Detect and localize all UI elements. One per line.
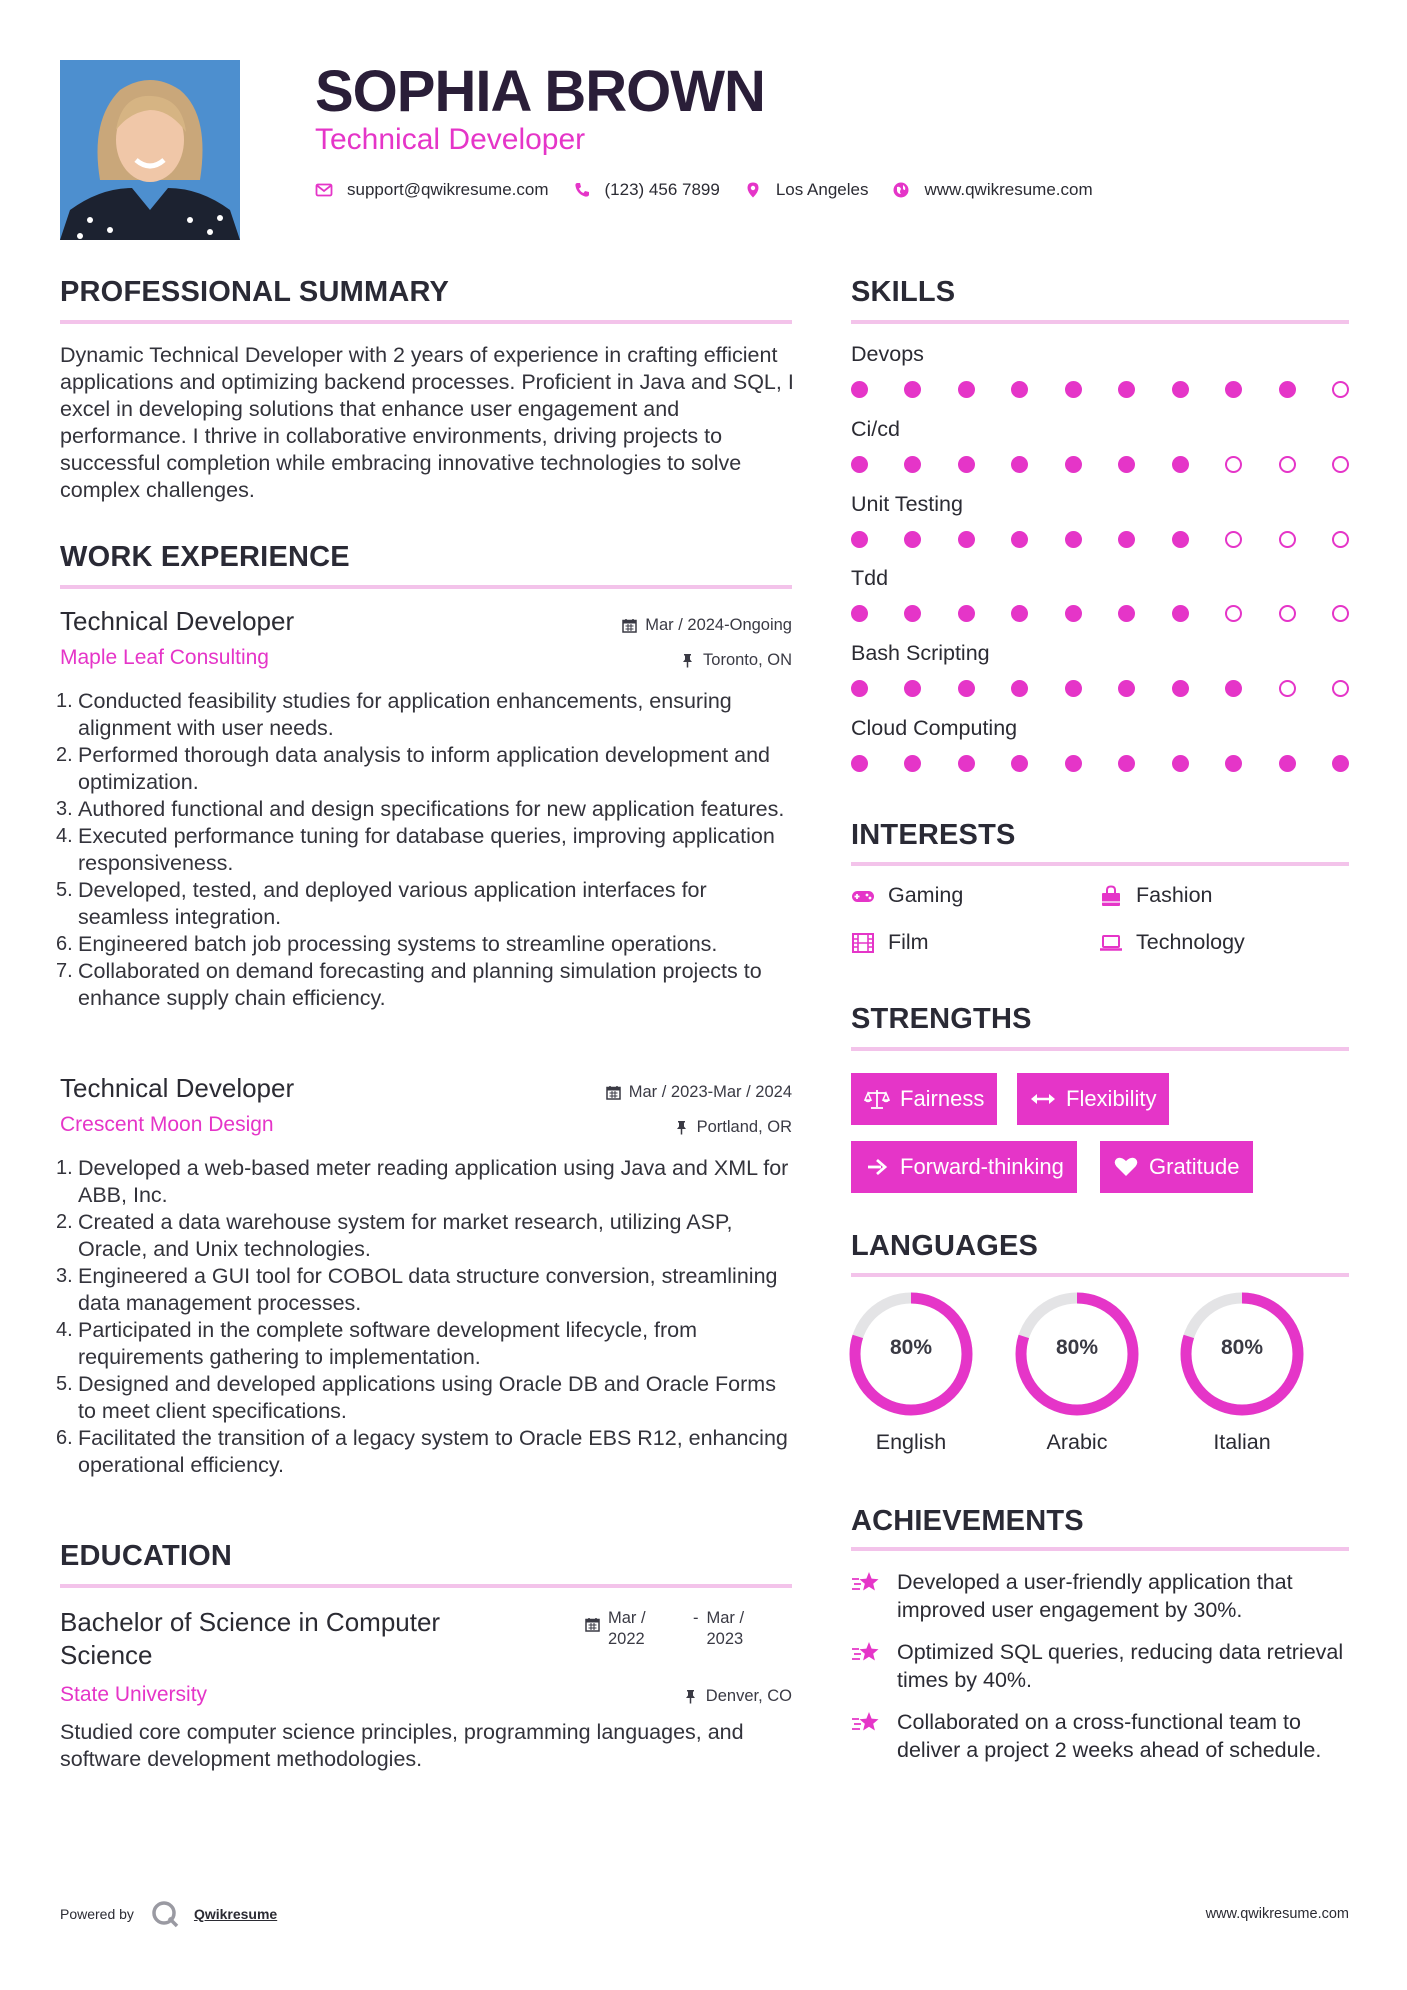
experience-divider xyxy=(60,585,792,589)
skill-dot-filled xyxy=(1011,531,1028,548)
contact-email-text: support@qwikresume.com xyxy=(347,180,549,199)
contact-location xyxy=(744,180,869,200)
languages-heading: LANGUAGES xyxy=(851,1230,1039,1262)
skill-dot-filled xyxy=(904,531,921,548)
contact-location-text: Los Angeles xyxy=(775,180,869,199)
skill-dot-filled xyxy=(1065,680,1082,697)
skill-dot-filled xyxy=(1065,605,1082,622)
skill-dot-filled xyxy=(1118,605,1135,622)
experience-heading: WORK EXPERIENCE xyxy=(60,541,350,573)
skill-dot-filled xyxy=(1011,456,1028,473)
list-item: 6. Engineered batch job processing systems to streamline operations. xyxy=(56,932,718,956)
skill-item xyxy=(851,342,1349,401)
education-end: Mar / 2023 xyxy=(706,1609,745,1648)
school: State University xyxy=(60,1683,208,1706)
arrow-right-icon xyxy=(864,1156,890,1178)
skill-dot-filled xyxy=(1172,680,1189,697)
skill-dot-filled xyxy=(1118,531,1135,548)
film-icon xyxy=(851,932,875,954)
list-item: 1. Developed a web-based meter reading application using Java and XML for ABB, Inc. xyxy=(56,1156,789,1207)
skill-dot-filled xyxy=(904,755,921,772)
language-percent: 80% xyxy=(1220,1336,1264,1359)
skill-dot-filled xyxy=(958,456,975,473)
job-location-text: Toronto, ON xyxy=(703,651,792,669)
skill-dot-filled xyxy=(851,456,868,473)
interest-label: Gaming xyxy=(888,883,964,907)
list-item: 5. Developed, tested, and deployed various application interfaces for seamless integration. xyxy=(56,878,707,929)
skill-dot-filled xyxy=(1332,755,1349,772)
candidate-name: SOPHIA BROWN xyxy=(315,59,765,124)
heart-icon xyxy=(1113,1156,1139,1178)
calendar-icon xyxy=(585,1617,600,1632)
interest-item xyxy=(1099,883,1213,908)
skill-dot-filled xyxy=(958,755,975,772)
contact-website-text: www.qwikresume.com xyxy=(924,180,1093,199)
qwikresume-logo-icon xyxy=(150,1899,180,1929)
pushpin-icon xyxy=(683,1689,698,1704)
list-item: 2. Performed thorough data analysis to inform application development and optimization. xyxy=(56,743,770,794)
job-company: Maple Leaf Consulting xyxy=(60,646,269,669)
skill-dot-filled xyxy=(904,680,921,697)
interests-heading: INTERESTS xyxy=(851,819,1016,851)
skill-dot-filled xyxy=(1225,680,1242,697)
star-icon xyxy=(851,1710,881,1736)
job-date-text: Mar / 2024-Ongoing xyxy=(645,616,792,634)
skill-dot-empty xyxy=(1279,531,1296,548)
list-item: 1. Conducted feasibility studies for application enhancements, ensuring alignment with user needs. xyxy=(56,689,732,740)
contact-website[interactable] xyxy=(892,180,1092,200)
date-separator: - xyxy=(693,1609,699,1627)
skill-dot-empty xyxy=(1332,680,1349,697)
skill-dot-filled xyxy=(1172,531,1189,548)
skill-dot-filled xyxy=(1172,456,1189,473)
interests-divider xyxy=(851,862,1349,866)
laptop-icon xyxy=(1099,932,1123,954)
skill-rating xyxy=(851,603,1349,625)
job-role: Technical Developer xyxy=(60,606,295,636)
skill-item xyxy=(851,492,1349,551)
pushpin-icon xyxy=(674,1120,689,1135)
phone-icon xyxy=(573,181,591,199)
education-dates xyxy=(585,1608,782,1650)
skill-dot-empty xyxy=(1279,680,1296,697)
skills-divider xyxy=(851,320,1349,324)
skill-rating xyxy=(851,454,1349,476)
skill-dot-filled xyxy=(958,605,975,622)
skill-dot-filled xyxy=(851,605,868,622)
language-percent: 80% xyxy=(1055,1336,1099,1359)
job-location xyxy=(674,1118,792,1137)
summary-divider xyxy=(60,320,792,324)
education-description: Studied core computer science principles, programming languages, and software development methodologies. xyxy=(60,1720,744,1771)
job-bullets xyxy=(56,1155,792,1479)
footer-branding xyxy=(60,1899,277,1929)
skill-name: Tdd xyxy=(851,566,889,590)
skill-dot-filled xyxy=(851,381,868,398)
skill-dot-filled xyxy=(1279,381,1296,398)
skill-item xyxy=(851,641,1349,700)
skill-rating xyxy=(851,753,1349,775)
candidate-title: Technical Developer xyxy=(315,123,586,156)
skill-dot-filled xyxy=(851,531,868,548)
star-icon xyxy=(851,1640,881,1666)
education-entry xyxy=(60,1606,792,1773)
skill-dot-filled xyxy=(904,381,921,398)
job-entry-1 xyxy=(56,606,792,1012)
education-start: Mar / 2022 xyxy=(608,1609,646,1648)
summary-heading: PROFESSIONAL SUMMARY xyxy=(60,276,450,308)
contact-bar xyxy=(315,178,1117,202)
language-name: English xyxy=(875,1430,947,1454)
globe-icon xyxy=(892,181,910,199)
strength-badge xyxy=(1017,1073,1169,1125)
skill-dot-filled xyxy=(904,605,921,622)
skill-dot-filled xyxy=(1279,755,1296,772)
footer-url[interactable]: www.qwikresume.com xyxy=(1205,1906,1349,1922)
skill-dot-filled xyxy=(1118,456,1135,473)
skill-dot-filled xyxy=(1118,680,1135,697)
skill-dot-empty xyxy=(1332,456,1349,473)
skill-dot-filled xyxy=(1065,456,1082,473)
powered-by-label: Powered by xyxy=(60,1906,134,1922)
contact-phone[interactable] xyxy=(573,180,720,200)
achievement-text: Collaborated on a cross-functional team to deliver a project 2 weeks ahead of schedule. xyxy=(897,1710,1322,1762)
qwikresume-link[interactable]: Qwikresume xyxy=(193,1906,278,1922)
skill-dot-filled xyxy=(1065,755,1082,772)
gamepad-icon xyxy=(851,885,875,907)
skill-name: Devops xyxy=(851,342,924,366)
job-location-text: Portland, OR xyxy=(696,1118,792,1136)
skill-dot-filled xyxy=(851,755,868,772)
skill-rating xyxy=(851,678,1349,700)
strength-badge xyxy=(851,1073,997,1125)
education-divider xyxy=(60,1584,792,1588)
list-item: 4. Participated in the complete software development lifecycle, from requirements gathering to implementation. xyxy=(56,1318,698,1369)
map-pin-icon xyxy=(744,181,762,199)
strength-label: Forward-thinking xyxy=(900,1154,1064,1179)
job-date xyxy=(622,616,792,635)
list-item: 2. Created a data warehouse system for market research, utilizing ASP, Oracle, and Unix technologies. xyxy=(56,1210,733,1261)
skill-dot-empty xyxy=(1225,605,1242,622)
skill-name: Unit Testing xyxy=(851,492,963,516)
skill-dot-filled xyxy=(958,531,975,548)
interest-label: Technology xyxy=(1136,930,1245,954)
achievement-item xyxy=(851,1568,1351,1624)
job-date-text: Mar / 2023-Mar / 2024 xyxy=(628,1083,792,1101)
skill-name: Ci/cd xyxy=(851,417,900,441)
strength-badge xyxy=(851,1141,1077,1193)
skill-dot-empty xyxy=(1332,381,1349,398)
contact-phone-text: (123) 456 7899 xyxy=(604,180,720,199)
languages-divider xyxy=(851,1273,1349,1277)
interest-item xyxy=(851,883,963,908)
job-date xyxy=(606,1083,792,1102)
skill-dot-empty xyxy=(1332,531,1349,548)
education-location-text: Denver, CO xyxy=(705,1687,792,1705)
job-role: Technical Developer xyxy=(60,1073,295,1103)
skill-dot-filled xyxy=(1065,531,1082,548)
skill-dot-filled xyxy=(1118,755,1135,772)
skill-item xyxy=(851,417,1349,476)
skill-dot-filled xyxy=(958,680,975,697)
skill-dot-filled xyxy=(1172,755,1189,772)
achievements-heading: ACHIEVEMENTS xyxy=(851,1505,1084,1537)
skill-dot-empty xyxy=(1225,531,1242,548)
skill-dot-filled xyxy=(1011,755,1028,772)
skill-item xyxy=(851,566,1349,625)
list-item: 7. Collaborated on demand forecasting and planning simulation projects to enhance supply chain efficiency. xyxy=(56,959,762,1010)
skill-dot-filled xyxy=(958,381,975,398)
strength-label: Fairness xyxy=(900,1086,985,1111)
skill-dot-filled xyxy=(1225,755,1242,772)
skill-dot-filled xyxy=(1011,605,1028,622)
strength-label: Gratitude xyxy=(1149,1154,1240,1179)
job-bullets xyxy=(56,688,792,1012)
language-item xyxy=(1180,1292,1304,1455)
skill-dot-filled xyxy=(1172,381,1189,398)
interest-label: Fashion xyxy=(1136,883,1213,907)
language-percent: 80% xyxy=(889,1336,933,1359)
star-icon xyxy=(851,1570,881,1596)
strength-badge xyxy=(1100,1141,1253,1193)
skill-name: Bash Scripting xyxy=(851,641,990,665)
shopping-bag-icon xyxy=(1099,885,1123,907)
skill-dot-filled xyxy=(1225,381,1242,398)
skill-dot-filled xyxy=(904,456,921,473)
pushpin-icon xyxy=(680,653,695,668)
strengths-heading: STRENGTHS xyxy=(851,1003,1032,1035)
balance-scale-icon xyxy=(864,1088,890,1110)
achievement-item xyxy=(851,1638,1351,1694)
language-item xyxy=(849,1292,973,1455)
list-item: 5. Designed and developed applications using Oracle DB and Oracle Forms to meet client specifications. xyxy=(56,1372,776,1423)
envelope-icon xyxy=(315,181,333,199)
skill-dot-empty xyxy=(1225,456,1242,473)
list-item: 3. Engineered a GUI tool for COBOL data structure conversion, streamlining data management processes. xyxy=(56,1264,778,1315)
calendar-icon xyxy=(622,618,637,633)
arrows-horizontal-icon xyxy=(1030,1088,1056,1110)
skill-dot-empty xyxy=(1279,605,1296,622)
achievement-text: Developed a user-friendly application that improved user engagement by 30%. xyxy=(897,1570,1293,1622)
skill-dot-filled xyxy=(1065,381,1082,398)
interest-item xyxy=(851,930,929,955)
skill-dot-filled xyxy=(851,680,868,697)
contact-email[interactable] xyxy=(315,180,549,200)
skill-dot-filled xyxy=(1172,605,1189,622)
interest-label: Film xyxy=(888,930,929,954)
skills-heading: SKILLS xyxy=(851,276,956,308)
achievement-item xyxy=(851,1708,1351,1764)
education-location xyxy=(683,1687,792,1706)
skill-rating xyxy=(851,379,1349,401)
interest-item xyxy=(1099,930,1245,955)
summary-text: Dynamic Technical Developer with 2 years of experience in crafting efficient applications and optimizing backend processes. Proficient in Java and SQL, I excel in developing solutions that enhance user engagement and performance. I thrive in collaborative environments, driving projects to successful completion while embracing innovative technologies to solve complex challenges. xyxy=(60,343,794,502)
list-item: 6. Facilitated the transition of a legacy system to Oracle EBS R12, enhancing operational efficiency. xyxy=(56,1426,788,1477)
strengths-divider xyxy=(851,1047,1349,1051)
profile-photo xyxy=(60,60,240,240)
language-item xyxy=(1015,1292,1139,1455)
skill-item xyxy=(851,716,1349,775)
job-entry-2 xyxy=(56,1073,792,1479)
language-name: Italian xyxy=(1213,1430,1271,1454)
skill-dot-filled xyxy=(1118,381,1135,398)
language-name: Arabic xyxy=(1046,1430,1108,1454)
skill-name: Cloud Computing xyxy=(851,716,1018,740)
list-item: 4. Executed performance tuning for database queries, improving application responsiveness. xyxy=(56,824,775,875)
job-company: Crescent Moon Design xyxy=(60,1113,274,1136)
strength-label: Flexibility xyxy=(1066,1086,1157,1111)
skill-dot-empty xyxy=(1279,456,1296,473)
degree: Bachelor of Science in Computer Science xyxy=(60,1607,441,1670)
skill-dot-filled xyxy=(1011,680,1028,697)
education-heading: EDUCATION xyxy=(60,1540,233,1572)
skill-rating xyxy=(851,529,1349,551)
list-item: 3. Authored functional and design specifications for new application features. xyxy=(56,797,785,821)
achievement-text: Optimized SQL queries, reducing data retrieval times by 40%. xyxy=(897,1640,1344,1692)
job-location xyxy=(680,651,792,670)
skill-dot-empty xyxy=(1332,605,1349,622)
achievements-divider xyxy=(851,1547,1349,1551)
calendar-icon xyxy=(606,1085,621,1100)
skill-dot-filled xyxy=(1011,381,1028,398)
